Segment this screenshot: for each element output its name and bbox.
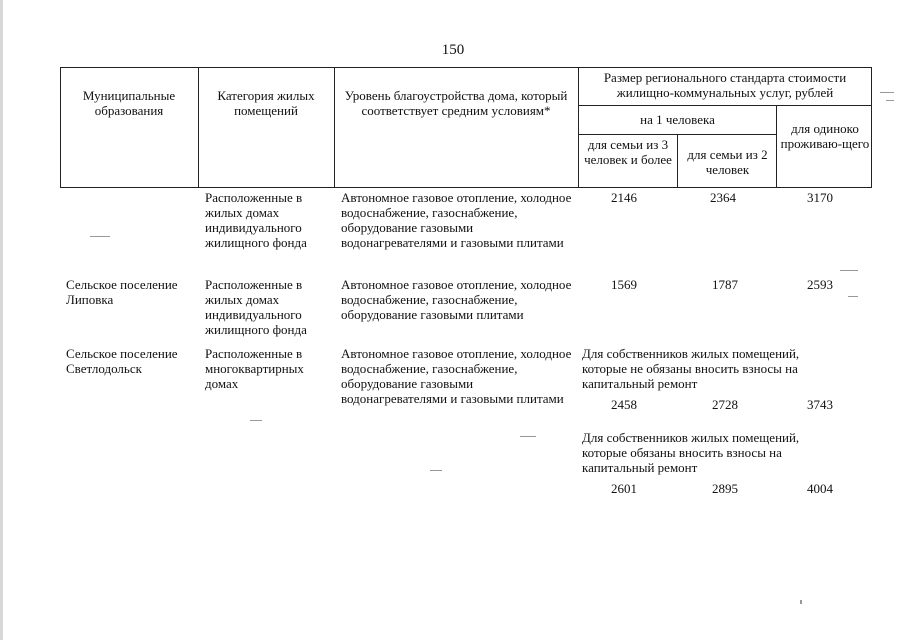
cell-family3: 2601 [611, 481, 637, 496]
cell-family2: 2895 [712, 481, 738, 496]
cell-single: 3743 [807, 397, 833, 412]
cell-improvement: Автономное газовое отопление, холодное водоснабжение, газоснабжение, оборудование газовыми водонагревателями и газовыми плитами [341, 346, 572, 406]
header-family2: для семьи из 2 человек [687, 147, 768, 177]
col-line-3 [578, 67, 579, 188]
cell-single: 2593 [807, 277, 833, 292]
header-single: для одиноко проживаю-щего [780, 121, 870, 151]
cell-improvement: Автономное газовое отопление, холодное водоснабжение, газоснабжение, оборудование газовыми плитами [341, 277, 572, 322]
header-family3: для семьи из 3 человек и более [584, 137, 672, 167]
header-category: Категория жилых помещений [217, 88, 315, 118]
subgroup-note: Для собственников жилых помещений, которые обязаны вносить взносы на капитальный ремонт [582, 430, 800, 475]
cell-improvement: Автономное газовое отопление, холодное водоснабжение, газоснабжение, оборудование газовыми водонагревателями и газовыми плитами [341, 190, 572, 250]
cell-family3: 1569 [611, 277, 637, 292]
subgroup-note: Для собственников жилых помещений, которые не обязаны вносить взносы на капитальный ремонт [582, 346, 800, 391]
header-divider-1 [578, 105, 872, 106]
cell-family2: 1787 [712, 277, 738, 292]
cell-municipality: Сельское поселение Светлодольск [66, 346, 178, 376]
cell-category: Расположенные в жилых домах индивидуального жилищного фонда [205, 277, 307, 337]
cell-municipality: Сельское поселение Липовка [66, 277, 178, 307]
cell-family3: 2146 [611, 190, 637, 205]
header-per-person: на 1 человека [640, 112, 715, 127]
col-line-4 [677, 134, 678, 188]
cell-single: 4004 [807, 481, 833, 496]
table-top-border [60, 67, 872, 68]
cell-category: Расположенные в жилых домах индивидуального жилищного фонда [205, 190, 307, 250]
col-line-0 [60, 67, 61, 188]
header-improvement: Уровень благоустройства дома, который соответствует средним условиям* [344, 88, 568, 118]
header-bottom-border [60, 187, 872, 188]
cell-family2: 2728 [712, 397, 738, 412]
cell-single: 3170 [807, 190, 833, 205]
header-standard-size: Размер регионального стандарта стоимости жилищно-коммунальных услуг, рублей [603, 70, 847, 100]
col-line-1 [198, 67, 199, 188]
col-line-2 [334, 67, 335, 188]
col-line-6 [871, 67, 872, 188]
scan-edge-shadow [0, 0, 3, 640]
col-line-5 [776, 105, 777, 188]
cell-family3: 2458 [611, 397, 637, 412]
page-number: 150 [441, 42, 465, 58]
cell-family2: 2364 [710, 190, 736, 205]
header-municipality: Муниципальные образования [82, 88, 176, 118]
cell-category: Расположенные в многоквартирных домах [205, 346, 304, 391]
